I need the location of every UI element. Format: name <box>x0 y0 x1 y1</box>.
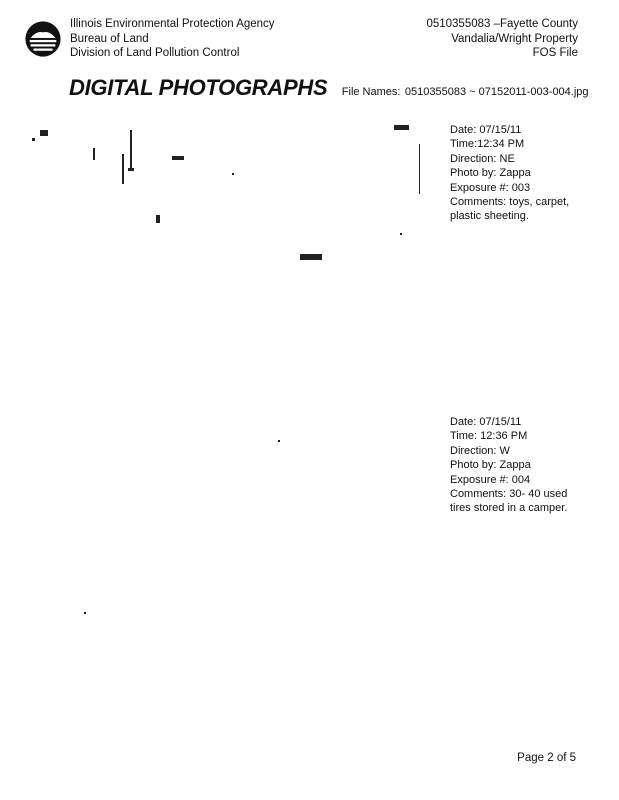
photo-2 <box>28 398 433 663</box>
photo-2-exposure: Exposure #: 004 <box>450 473 531 486</box>
file-names-value: 0510355083 ~ 07152011-003-004.jpg <box>404 86 589 98</box>
photo-2-date: Date: 07/15/11 <box>450 416 522 428</box>
photo-1-photographer: Photo by: Zappa <box>450 167 531 180</box>
photo-1-time: Time:12:34 PM <box>450 138 525 151</box>
photo-1 <box>28 118 433 383</box>
agency-name: Illinois Environmental Protection Agency <box>70 18 275 30</box>
photo-2-direction: Direction: W <box>450 444 510 457</box>
photo-2-time: Time: 12:36 PM <box>450 430 528 443</box>
file-type: FOS File <box>532 47 578 59</box>
property-name: Vandalia/Wright Property <box>451 32 578 45</box>
photo-2-comments: Comments: 30- 40 used tires stored in a camper. <box>450 488 568 515</box>
photo-1-date: Date: 07/15/11 <box>450 124 522 136</box>
photo-1-exposure: Exposure #: 003 <box>450 181 531 194</box>
site-id-county: 0510355083 –Fayette County <box>426 18 578 30</box>
file-info-block <box>426 17 578 61</box>
bureau-name: Bureau of Land <box>70 32 149 45</box>
photo-1-direction: Direction: NE <box>450 152 515 165</box>
division-name: Division of Land Pollution Control <box>70 47 240 59</box>
file-names-label: File Names: <box>341 86 401 98</box>
page-title: DIGITAL PHOTOGRAPHS <box>69 75 328 100</box>
photo-2-details <box>450 415 590 516</box>
agency-block <box>70 17 275 61</box>
photo-2-photographer: Photo by: Zappa <box>450 459 531 472</box>
photo-1-details <box>450 123 590 224</box>
agency-logo <box>24 20 62 58</box>
title-row <box>69 75 589 101</box>
photo-1-comments: Comments: toys, carpet, plastic sheeting. <box>450 196 570 223</box>
page-number: Page 2 of 5 <box>517 752 576 764</box>
